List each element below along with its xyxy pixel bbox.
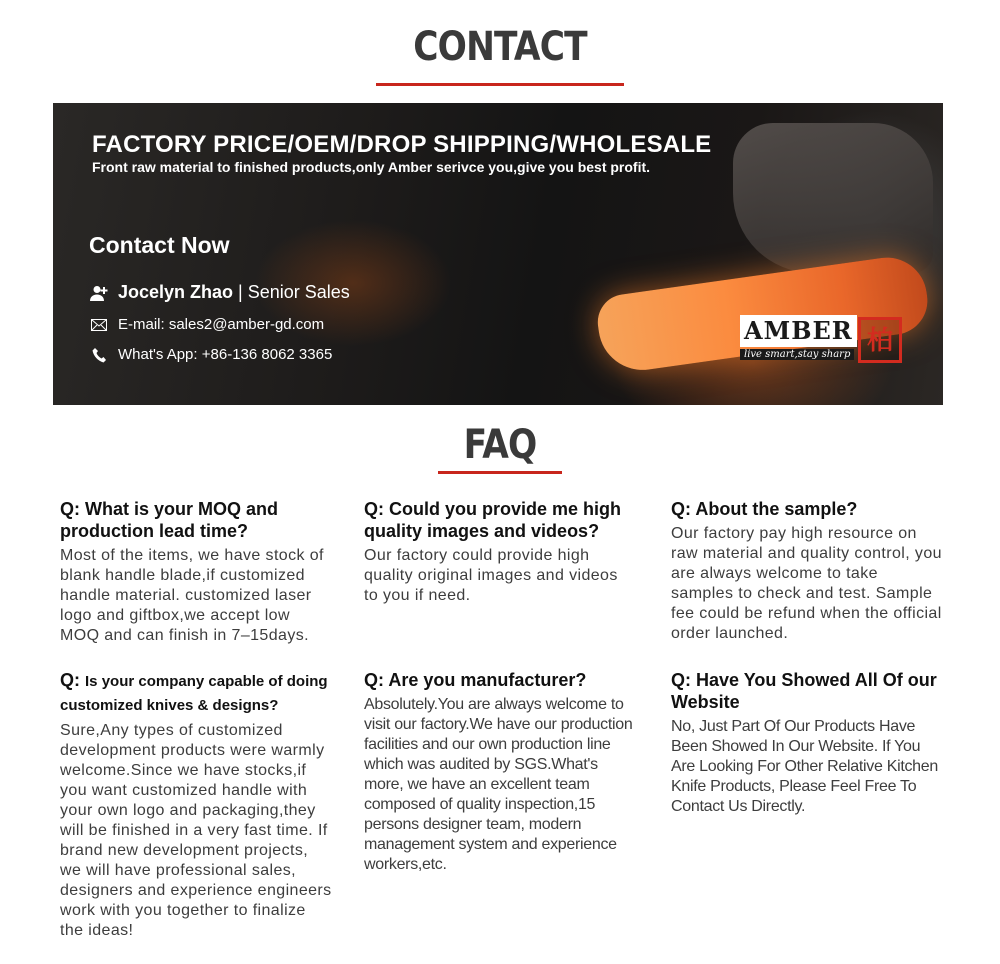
faq-q-prefix: Q: [671, 499, 691, 519]
banner-headline: FACTORY PRICE/OEM/DROP SHIPPING/WHOLESALE [92, 131, 712, 158]
whatsapp-number[interactable]: +86-136 8062 3365 [201, 346, 333, 363]
faq-question [671, 498, 943, 520]
faq-question-text: Have You Showed All Of our Website [671, 670, 937, 712]
contact-whatsapp-row [90, 346, 332, 363]
contact-heading-underline [376, 83, 624, 86]
amber-logo [740, 315, 905, 367]
faq-heading: FAQ [463, 422, 537, 468]
whatsapp-label: What's App: [118, 346, 198, 363]
amber-logo-seal: 柏 [858, 317, 902, 363]
faq-item-customization [60, 669, 332, 941]
contact-banner [53, 103, 943, 405]
contact-person-row [90, 282, 350, 303]
faq-answer: Our factory pay high resource on raw material and quality control, you are always welcome to take samples to check and test. Sample fee could be refund when the official order launched. [671, 525, 942, 642]
faq-question-text: Is your company capable of doing customized knives & designs? [60, 673, 328, 714]
amber-logo-tagline: live smart,stay sharp [740, 349, 854, 360]
email-label: E-mail: [118, 316, 165, 333]
faq-q-prefix: Q: [60, 670, 80, 690]
faq-q-prefix: Q: [364, 670, 384, 690]
phone-icon [90, 347, 108, 363]
faq-item-website [671, 669, 943, 817]
faq-item-sample [671, 498, 943, 644]
user-add-icon [90, 285, 108, 301]
faq-question [60, 669, 332, 717]
faq-question [60, 498, 332, 542]
banner-subheadline: Front raw material to finished products,only Amber serivce you,give you best profit. [92, 159, 651, 175]
contact-name: Jocelyn Zhao [118, 282, 234, 302]
faq-question-text: Are you manufacturer? [388, 670, 587, 690]
faq-question [364, 669, 636, 691]
anvil-graphic [733, 123, 933, 273]
amber-logo-wordmark: AMBER [740, 315, 857, 347]
faq-question-text: What is your MOQ and production lead time? [60, 499, 279, 541]
faq-heading-underline [438, 471, 562, 474]
faq-answer: Our factory could provide high quality original images and videos to you if need. [364, 547, 618, 604]
faq-answer: Sure,Any types of customized development products were warmly welcome.Since we have stocks,if you want customized handle with your own logo and packaging,they will be finished in a very fast time. If brand new development projects, we will have professional sales, designers and experience engineers work with you together to finalize the ideas! [60, 722, 332, 939]
contact-now-heading: Contact Now [89, 232, 230, 258]
faq-answer: Most of the items, we have stock of blank handle blade,if customized handle material. customized laser logo and giftbox,we accept low MOQ and can finish in 7–15days. [60, 547, 324, 644]
mail-icon [90, 319, 108, 331]
faq-answer: Absolutely.You are always welcome to visit our factory.We have our production facilities and our own production line which was audited by SGS.What's more, we have an excellent team composed of quality inspection,15 persons designer team, modern management system and experience workers,etc. [364, 696, 633, 873]
email-link[interactable]: sales2@amber-gd.com [168, 316, 325, 333]
faq-question-text: Could you provide me high quality images and videos? [364, 499, 622, 541]
contact-separator: | [233, 282, 248, 302]
faq-q-prefix: Q: [364, 499, 384, 519]
contact-email-row [90, 316, 324, 333]
faq-item-manufacturer [364, 669, 636, 875]
faq-question [364, 498, 636, 542]
faq-q-prefix: Q: [60, 499, 80, 519]
faq-answer: No, Just Part Of Our Products Have Been Showed In Our Website. If You Are Looking For Other Relative Kitchen Knife Products, Please Feel Free To Contact Us Directly. [671, 718, 938, 815]
faq-question-text: About the sample? [695, 499, 858, 519]
faq-question [671, 669, 943, 713]
contact-heading: CONTACT [413, 24, 587, 70]
faq-item-moq [60, 498, 332, 646]
faq-item-images [364, 498, 636, 606]
faq-q-prefix: Q: [671, 670, 691, 690]
contact-role: Senior Sales [247, 282, 350, 302]
